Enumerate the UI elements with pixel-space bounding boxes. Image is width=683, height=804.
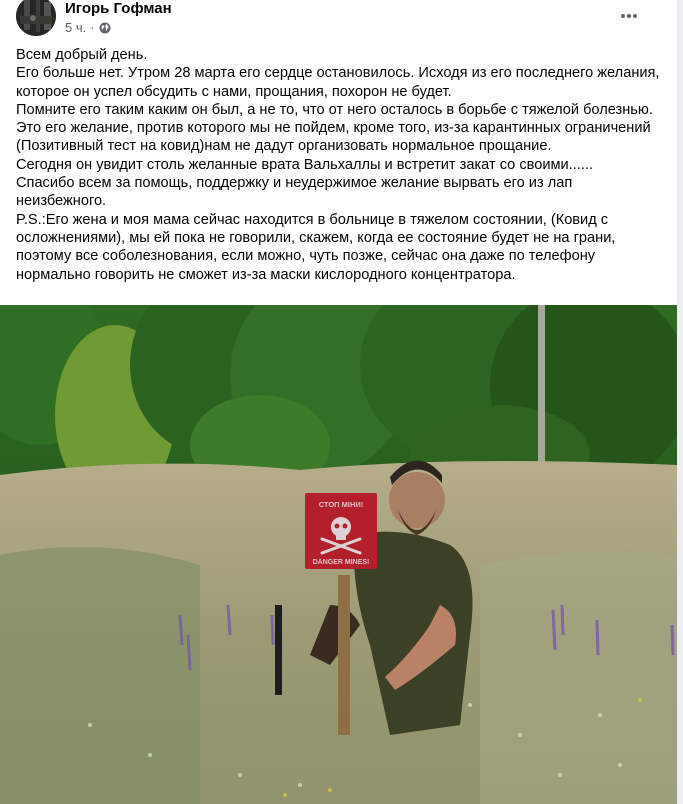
more-options-dot [633, 14, 637, 18]
post-text [16, 46, 666, 284]
photo-scene [0, 305, 677, 804]
more-options-button[interactable] [618, 8, 640, 24]
author-name[interactable]: Игорь Гофман [65, 0, 172, 17]
post-meta [65, 20, 111, 35]
post-photo[interactable] [0, 305, 677, 804]
post-paragraph: Сегодня он увидит столь желанные врата Вальхаллы и встретит закат со своими...... [16, 156, 594, 173]
post-paragraph: Спасибо всем за помощь, поддержку и неудержимое желание вырвать его из лап неизбежного. [16, 175, 573, 210]
post-paragraph: Помните его таким каким он был, а не то, что от него осталось в борьбе с тяжелой болезнью. Это его желание, против которого мы не пойдем, кроме того, из-за карантинных ограничений (Позитивный тест на ковид)нам не дадут организовать нормальное прощание. [16, 101, 653, 155]
scrollbar[interactable] [677, 0, 683, 804]
svg-text:СТОП МІНИ!: СТОП МІНИ! [318, 500, 364, 509]
meta-separator: · [90, 20, 95, 35]
post-paragraph: Всем добрый день. [16, 47, 148, 63]
post-paragraph: P.S.:Его жена и моя мама сейчас находится в больнице в тяжелом состоянии, (Ковид с осложнениями), мы ей пока не говорили, скажем, когда ее состояние будет не на грани, поэтому все соболезнования, если можно, чуть позже, сейчас она даже по телефону нормально говорить не сможет из-за маски кислородного концентратора. [16, 211, 616, 283]
avatar[interactable] [16, 0, 56, 36]
globe-icon[interactable] [99, 22, 111, 34]
more-options-icon [621, 14, 625, 18]
post-paragraph: Его больше нет. Утром 28 марта его сердце остановилось. Исходя из его последнего желания, которое он успел обсудить с нами, прощания, похорон не будет. [16, 65, 660, 100]
post-timestamp[interactable]: 5 ч. [65, 20, 87, 35]
more-options-dot [627, 14, 631, 18]
svg-text:DANGER MINES!: DANGER MINES! [312, 559, 370, 566]
post-header [16, 0, 666, 40]
